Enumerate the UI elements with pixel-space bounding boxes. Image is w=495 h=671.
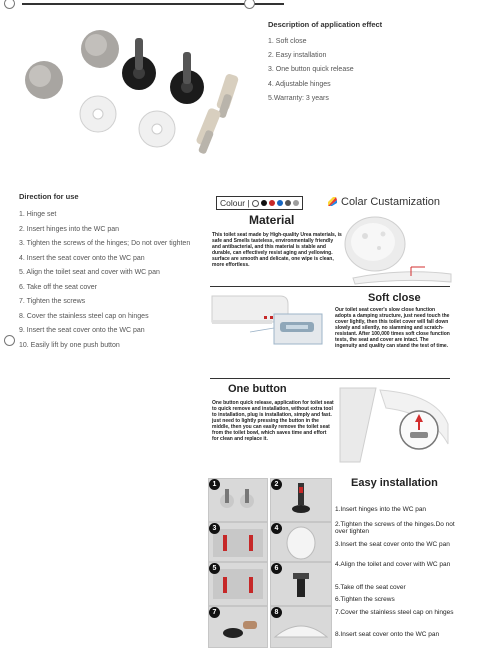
easy-installation-title: Easy installation	[351, 477, 438, 489]
colour-selector	[216, 196, 303, 210]
install-step: 8.Insert seat cover onto the WC pan	[335, 631, 440, 638]
install-step: 3.Insert the seat cover onto the WC pan	[335, 541, 450, 548]
palette-icon	[327, 196, 338, 207]
section-divider	[210, 378, 450, 379]
step-number: 4	[271, 523, 282, 534]
soft-close-text: Our toilet seat cover's slow close function adopts a damping structure, just need touch the cover lightly, then this toilet cover will fall down slowly and silently, no slamming and scratch-resistant. After 100,000 times soft close function tests, the seat and cover are intact. The ingenuity and quality can stand the test of time.	[335, 307, 450, 349]
anchor-dot	[4, 335, 15, 346]
direction-heading: Direction for use	[19, 192, 79, 201]
list-item: 3. One button quick release	[268, 66, 354, 74]
list-item: 9. Insert the seat cover onto the WC pan	[19, 327, 145, 334]
step-number: 3	[209, 523, 220, 534]
anchor-dot	[244, 0, 255, 9]
material-text: This toilet seat made by High-quality Urea materials, is safe and Smells tasteless, environmentally friendly and antibacterial, and this material is stable and durable, can effectively resist aging and yellowing. surface are smooth and delicate, one wipe is clean, more effortless.	[212, 232, 342, 268]
colour-swatch-grey	[293, 200, 299, 206]
step-number: 7	[209, 607, 220, 618]
install-step: 6.Tighten the screws	[335, 596, 395, 603]
install-step: 1.Insert hinges into the WC pan	[335, 506, 427, 513]
one-button-text: One button quick release, application for toilet seat to quick remove and installation, without extra tool to installation, plug is installation, simply and fast. just need to lightly pressing the button in the middle, then you can easily remove the toilet seat from the toilet bowl, which saves time and effort for clean and replace it.	[212, 400, 334, 442]
list-item: 3. Tighten the screws of the hinges; Do not over tighten	[19, 240, 191, 247]
colour-swatch-white	[252, 200, 259, 207]
list-item: 4. Adjustable hinges	[268, 80, 331, 88]
step-number: 2	[271, 479, 282, 490]
list-item: 7. Tighten the screws	[19, 298, 86, 305]
step-number: 5	[209, 563, 220, 574]
colour-swatch-blue	[277, 200, 283, 206]
list-item: 2. Insert hinges into the WC pan	[19, 225, 119, 233]
one-button-title: One button	[228, 383, 287, 395]
customization-label: Colar Custamization	[341, 196, 441, 208]
install-step: 7.Cover the stainless steel cap on hinges	[335, 609, 454, 616]
list-item: 6. Take off the seat cover	[19, 283, 97, 291]
product-parts-photo	[14, 16, 257, 158]
colour-label: Colour |	[220, 198, 250, 208]
step-number: 6	[271, 563, 282, 574]
list-item: 5.Warranty: 3 years	[268, 94, 329, 102]
list-item: 1. Soft close	[268, 38, 307, 45]
colour-swatch-dark-grey	[285, 200, 291, 206]
soft-close-image	[210, 292, 330, 350]
step-number: 1	[209, 479, 220, 490]
list-item: 1. Hinge set	[19, 211, 57, 218]
soft-close-title: Soft close	[368, 292, 421, 304]
section-divider	[210, 286, 450, 287]
step-number: 8	[271, 607, 282, 618]
material-title: Material	[249, 213, 295, 227]
anchor-dot	[4, 0, 15, 9]
list-item: 8. Cover the stainless steel cap on hinges	[19, 312, 149, 320]
colour-swatch-black	[261, 200, 267, 206]
description-heading: Description of application effect	[268, 20, 383, 29]
material-powder-image	[343, 212, 453, 287]
install-step: 5.Take off the seat cover	[335, 584, 406, 591]
description-list	[268, 38, 354, 109]
colour-swatch-red	[269, 200, 275, 206]
list-item: 10. Easily lift by one push button	[19, 341, 120, 349]
install-step: 4.Align the toilet and cover with WC pan	[335, 561, 451, 568]
list-item: 5. Align the toilet seat and cover with WC pan	[19, 269, 160, 276]
direction-list	[19, 208, 197, 353]
list-item: 2. Easy installation	[268, 52, 327, 60]
list-item: 4. Insert the seat cover onto the WC pan	[19, 254, 145, 262]
install-step: 2.Tighten the screws of the hinges.Do not over tighten	[335, 521, 455, 535]
one-button-image	[336, 384, 452, 464]
